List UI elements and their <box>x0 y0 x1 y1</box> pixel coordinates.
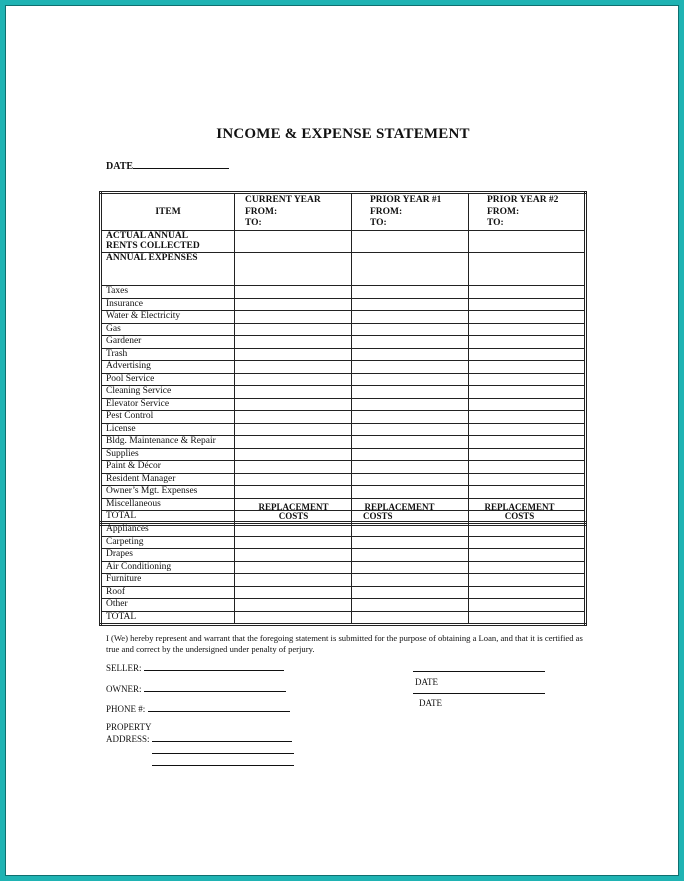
seller-field[interactable] <box>106 661 284 673</box>
phone-label: PHONE #: <box>106 704 146 714</box>
prior-year-1-from: FROM: <box>370 206 403 217</box>
entry-cell[interactable] <box>469 561 586 574</box>
expense-row <box>101 386 586 399</box>
prior-year-1-header <box>352 193 469 231</box>
entry-cell[interactable] <box>469 398 586 411</box>
expense-label: Supplies <box>101 448 235 461</box>
expense-label: Pest Control <box>101 411 235 424</box>
entry-cell[interactable] <box>469 436 586 449</box>
entry-cell[interactable] <box>352 448 469 461</box>
entry-cell[interactable] <box>235 549 352 562</box>
expense-row <box>101 348 586 361</box>
costs-word: COSTS <box>363 511 393 522</box>
entry-cell[interactable] <box>235 611 352 625</box>
entry-cell[interactable] <box>235 423 352 436</box>
replacement-row <box>101 549 586 562</box>
expense-row <box>101 361 586 374</box>
date-field[interactable] <box>106 158 229 172</box>
entry-cell[interactable] <box>235 361 352 374</box>
entry-cell[interactable] <box>235 298 352 311</box>
entry-cell[interactable] <box>352 386 469 399</box>
expense-row <box>101 486 586 499</box>
owner-signature-line[interactable] <box>144 682 286 692</box>
address-line-1[interactable] <box>152 732 292 742</box>
form-title: INCOME & EXPENSE STATEMENT <box>216 126 470 142</box>
expense-row <box>101 398 586 411</box>
entry-cell[interactable] <box>469 586 586 599</box>
entry-cell[interactable] <box>352 536 469 549</box>
replacement-total-row <box>101 611 586 625</box>
entry-cell[interactable] <box>469 253 586 286</box>
expense-label: Owner’s Mgt. Expenses <box>101 486 235 499</box>
expense-row <box>101 323 586 336</box>
replacement-label: Carpeting <box>101 536 235 549</box>
entry-cell[interactable] <box>235 536 352 549</box>
entry-cell[interactable] <box>469 298 586 311</box>
expense-row <box>101 298 586 311</box>
actual-rents-label <box>101 231 235 253</box>
entry-cell[interactable] <box>352 373 469 386</box>
replacement-row <box>101 523 586 537</box>
entry-cell[interactable] <box>235 411 352 424</box>
entry-cell[interactable] <box>469 348 586 361</box>
entry-cell[interactable] <box>469 336 586 349</box>
entry-cell[interactable] <box>352 348 469 361</box>
expense-label: Miscellaneous <box>101 498 235 511</box>
entry-cell[interactable] <box>235 486 352 499</box>
expense-label: Cleaning Service <box>101 386 235 399</box>
expense-label: Pool Service <box>101 373 235 386</box>
entry-cell[interactable] <box>235 398 352 411</box>
owner-date-line[interactable] <box>413 684 545 694</box>
owner-date-label: DATE <box>419 698 442 708</box>
actual-rents-row <box>101 231 586 253</box>
entry-cell[interactable] <box>469 311 586 324</box>
entry-cell[interactable] <box>469 231 586 253</box>
expense-row <box>101 411 586 424</box>
entry-cell[interactable] <box>469 549 586 562</box>
entry-cell[interactable] <box>352 473 469 486</box>
replacement-costs-table <box>99 521 587 626</box>
replacement-label: Air Conditioning <box>101 561 235 574</box>
entry-cell[interactable] <box>352 574 469 587</box>
address-label: ADDRESS: <box>106 734 150 744</box>
replacement-row <box>101 586 586 599</box>
entry-cell[interactable] <box>235 311 352 324</box>
prior-year-2-label: PRIOR YEAR #2 <box>487 195 559 205</box>
total-label: TOTAL <box>101 511 235 525</box>
entry-cell[interactable] <box>352 611 469 625</box>
entry-cell[interactable] <box>235 523 352 537</box>
property-address-field[interactable] <box>106 722 294 768</box>
entry-cell[interactable] <box>469 461 586 474</box>
entry-cell[interactable] <box>352 549 469 562</box>
replacement-word: REPLACEMENT <box>364 502 435 512</box>
entry-cell[interactable] <box>235 373 352 386</box>
seller-date-label: DATE <box>415 677 438 687</box>
entry-cell[interactable] <box>469 423 586 436</box>
entry-cell[interactable] <box>469 386 586 399</box>
entry-cell[interactable] <box>235 286 352 299</box>
expense-label: Trash <box>101 348 235 361</box>
entry-cell[interactable] <box>235 336 352 349</box>
property-label: PROPERTY <box>106 722 152 732</box>
costs-word: COSTS <box>278 511 309 522</box>
replacement-row <box>101 574 586 587</box>
entry-cell[interactable] <box>235 386 352 399</box>
entry-cell[interactable] <box>352 323 469 336</box>
item-header: ITEM <box>101 193 235 231</box>
expense-row <box>101 461 586 474</box>
entry-cell[interactable] <box>469 373 586 386</box>
prior-year-1-to: TO: <box>370 218 387 228</box>
entry-cell[interactable] <box>469 411 586 424</box>
replacement-label: Drapes <box>101 549 235 562</box>
current-year-header <box>235 193 352 231</box>
entry-cell[interactable] <box>235 599 352 612</box>
prior-year-2-header <box>469 193 586 231</box>
entry-cell[interactable] <box>352 398 469 411</box>
expense-label: License <box>101 423 235 436</box>
phone-field[interactable] <box>106 702 290 714</box>
expense-label: Water & Electricity <box>101 311 235 324</box>
actual-rents-line-2: RENTS COLLECTED <box>106 240 200 251</box>
header-row <box>101 193 586 231</box>
entry-cell[interactable] <box>469 574 586 587</box>
replacement-word: REPLACEMENT <box>484 502 555 512</box>
entry-cell[interactable] <box>235 448 352 461</box>
date-blank[interactable] <box>133 158 229 169</box>
replacement-row <box>101 599 586 612</box>
expense-label: Gas <box>101 323 235 336</box>
income-expense-table <box>99 191 587 526</box>
entry-cell[interactable] <box>469 448 586 461</box>
annual-expenses-row <box>101 253 586 286</box>
replacement-label: Other <box>101 599 235 612</box>
entry-cell[interactable] <box>235 586 352 599</box>
certification-statement: I (We) hereby represent and warrant that the foregoing statement is submitted for the purpose of obtaining a Loan, and that it is certified as true and correct by the undersigned under penalty of perjury. <box>106 633 583 655</box>
entry-cell[interactable] <box>235 323 352 336</box>
expense-label: Elevator Service <box>101 398 235 411</box>
entry-cell[interactable] <box>352 461 469 474</box>
entry-cell[interactable] <box>352 436 469 449</box>
phone-line[interactable] <box>148 702 290 712</box>
expense-label: Bldg. Maintenance & Repair <box>101 436 235 449</box>
replacement-total-label: TOTAL <box>101 611 235 625</box>
entry-cell[interactable] <box>352 586 469 599</box>
prior-year-1-label: PRIOR YEAR #1 <box>370 195 442 205</box>
entry-cell[interactable] <box>235 436 352 449</box>
current-year-to: TO: <box>245 218 262 228</box>
entry-cell[interactable] <box>352 253 469 286</box>
entry-cell[interactable] <box>469 611 586 625</box>
seller-signature-line[interactable] <box>144 661 284 671</box>
expense-row <box>101 373 586 386</box>
entry-cell[interactable] <box>352 231 469 253</box>
entry-cell[interactable] <box>352 311 469 324</box>
entry-cell[interactable] <box>352 561 469 574</box>
expense-label: Insurance <box>101 298 235 311</box>
owner-label: OWNER: <box>106 684 142 694</box>
actual-rents-line-1: ACTUAL ANNUAL <box>106 231 189 241</box>
entry-cell[interactable] <box>352 599 469 612</box>
seller-date-line[interactable] <box>413 662 545 672</box>
replacement-word: REPLACEMENT <box>258 502 329 512</box>
expense-row <box>101 311 586 324</box>
entry-cell[interactable] <box>469 323 586 336</box>
date-label: DATE <box>106 161 134 172</box>
expense-label: Paint & Décor <box>101 461 235 474</box>
current-year-label: CURRENT YEAR <box>245 195 321 205</box>
page-frame <box>5 5 679 876</box>
replacement-row <box>101 536 586 549</box>
replacement-label: Furniture <box>101 574 235 587</box>
replacement-row <box>101 561 586 574</box>
entry-cell[interactable] <box>469 473 586 486</box>
prior-year-2-to: TO: <box>487 218 504 228</box>
entry-cell[interactable] <box>469 536 586 549</box>
owner-field[interactable] <box>106 682 286 694</box>
replacement-costs-col-3 <box>477 503 562 522</box>
expense-row <box>101 436 586 449</box>
expense-label: Resident Manager <box>101 473 235 486</box>
address-line-2[interactable] <box>152 744 294 754</box>
expense-label: Gardener <box>101 336 235 349</box>
expense-row <box>101 336 586 349</box>
replacement-costs-col-1 <box>251 503 336 522</box>
entry-cell[interactable] <box>235 574 352 587</box>
entry-cell[interactable] <box>352 486 469 499</box>
expense-label: Advertising <box>101 361 235 374</box>
annual-expenses-label: ANNUAL EXPENSES <box>101 253 235 286</box>
entry-cell[interactable] <box>352 286 469 299</box>
entry-cell[interactable] <box>352 523 469 537</box>
entry-cell[interactable] <box>469 361 586 374</box>
entry-cell[interactable] <box>352 411 469 424</box>
prior-year-2-from: FROM: <box>487 206 520 217</box>
entry-cell[interactable] <box>352 336 469 349</box>
entry-cell[interactable] <box>235 253 352 286</box>
entry-cell[interactable] <box>469 486 586 499</box>
entry-cell[interactable] <box>469 523 586 537</box>
entry-cell[interactable] <box>235 461 352 474</box>
replacement-label: Appliances <box>101 523 235 537</box>
seller-label: SELLER: <box>106 663 142 673</box>
entry-cell[interactable] <box>352 423 469 436</box>
entry-cell[interactable] <box>469 599 586 612</box>
expense-row <box>101 286 586 299</box>
expense-row <box>101 423 586 436</box>
expense-row <box>101 448 586 461</box>
entry-cell[interactable] <box>235 473 352 486</box>
entry-cell[interactable] <box>469 286 586 299</box>
replacement-costs-col-2 <box>357 503 442 522</box>
expense-rows <box>101 286 586 511</box>
entry-cell[interactable] <box>235 561 352 574</box>
entry-cell[interactable] <box>235 231 352 253</box>
owner-date-field[interactable] <box>413 684 545 708</box>
address-line-3[interactable] <box>152 756 294 766</box>
expense-label: Taxes <box>101 286 235 299</box>
replacement-label: Roof <box>101 586 235 599</box>
costs-word: COSTS <box>504 511 535 522</box>
entry-cell[interactable] <box>352 298 469 311</box>
entry-cell[interactable] <box>235 348 352 361</box>
expense-row <box>101 473 586 486</box>
current-year-from: FROM: <box>245 206 278 217</box>
entry-cell[interactable] <box>352 361 469 374</box>
replacement-rows <box>101 523 586 612</box>
